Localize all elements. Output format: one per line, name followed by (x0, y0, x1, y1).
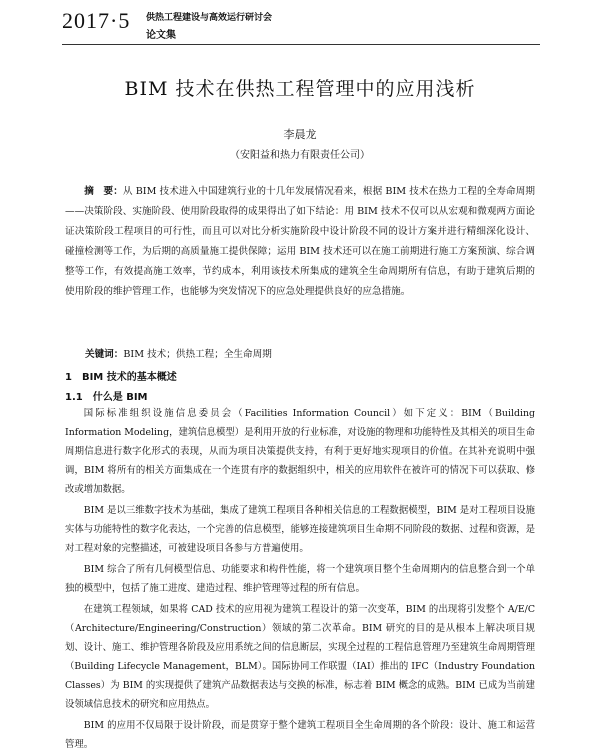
section-heading: 1 BIM 技术的基本概述 (65, 372, 177, 383)
subsection-heading: 1.1 什么是 BIM (65, 392, 148, 403)
author: 李晨龙 (283, 128, 317, 141)
abstract-label: 摘 要： (84, 186, 123, 197)
paper-title: BIM 技术在供热工程管理中的应用浅析 (124, 78, 476, 100)
keywords (85, 346, 535, 360)
keywords-text: BIM 技术；供热工程；全生命周期 (123, 349, 272, 360)
keywords-label: 关键词： (85, 349, 124, 360)
abstract (65, 182, 535, 302)
paragraph: BIM 是以三维数字技术为基础，集成了建筑工程项目各种相关信息的工程数据模型，BIM 是对工程项目设施实体与功能特性的数字化表达，一个完善的信息模型，能够连接建筑项目生命期不同阶段的数据、过程和资源，是对工程对象的完整描述，可被建设项目各参与方普遍使用。 (65, 505, 535, 554)
paragraph: BIM 综合了所有几何模型信息、功能要求和构件性能，将一个建筑项目整个生命周期内的信息整合到一个单独的模型中，包括了施工进度、建造过程、维护管理等过程的所有信息。 (65, 564, 535, 594)
header-rule (62, 44, 540, 45)
abstract-text: 从 BIM 技术进入中国建筑行业的十几年发展情况看来，根据 BIM 技术在热力工程的全寿命周期——决策阶段、实施阶段、使用阶段取得的成果得出了如下结论：用 BIM 技术不仅可以从宏观和微观两方面论证决策阶段工程项目的可行性，而且可以对比分析实施阶段中设计阶段不同的设计方案并进行精细深化设计、碰撞检测等工作，为后期的高质量施工提供保障；运用 BIM 技术还可以在施工前期进行施工方案预演、综合调整等工作，有效提高施工效率，节约成本，利用该技术所集成的建筑全生命周期所有信息，有助于建筑后期的使用阶段的维护管理工作，也能够为突发情况下的应急处理提供良好的应急措施。 (65, 186, 535, 297)
paragraph: 在建筑工程领域，如果将 CAD 技术的应用视为建筑工程设计的第一次变革，BIM 的出现将引发整个 A/E/C（Architecture/Engineering/Construction）领域的第二次革命。BIM 研究的目的是从根本上解决项目规划、设计、施工、维护管理各阶段及应用系统之间的信息断层，实现全过程的工程信息管理乃至建筑生命周期管理（Building Lifecycle Management，BLM）。国际协同工作联盟（IAI）推出的 IFC（Industry Foundation Classes）为 BIM 的实现提供了建筑产品数据表达与交换的标准，标志着 BIM 概念的成熟。BIM 已成为当前建设领域信息技术的研究和应用热点。 (65, 604, 535, 710)
body-text (65, 404, 535, 756)
header-year: 2017·5 (62, 8, 131, 33)
running-header (62, 6, 562, 44)
paragraph: BIM 的应用不仅局限于设计阶段，而是贯穿于整个建筑工程项目全生命周期的各个阶段：设计、施工和运营管理。 (65, 720, 535, 750)
header-collection: 论文集 (146, 30, 176, 41)
affiliation: （安阳益和热力有限责任公司） (230, 150, 370, 161)
header-conference: 供热工程建设与高效运行研讨会 (146, 13, 273, 23)
paragraph: 国际标准组织设施信息委员会（Facilities Information Council）如下定义：BIM（Building Information Modeling，建筑信息模型）是利用开放的行业标准，对设施的物理和功能特性及其相关的项目生命周期信息进行数字化形式的表现，从而为项目决策提供支持，有利于更好地实现项目的价值。在其补充说明中强调，BIM 将所有的相关方面集成在一个连贯有序的数据组织中，相关的应用软件在被许可的情况下可以获取、修改或增加数据。 (65, 408, 535, 495)
